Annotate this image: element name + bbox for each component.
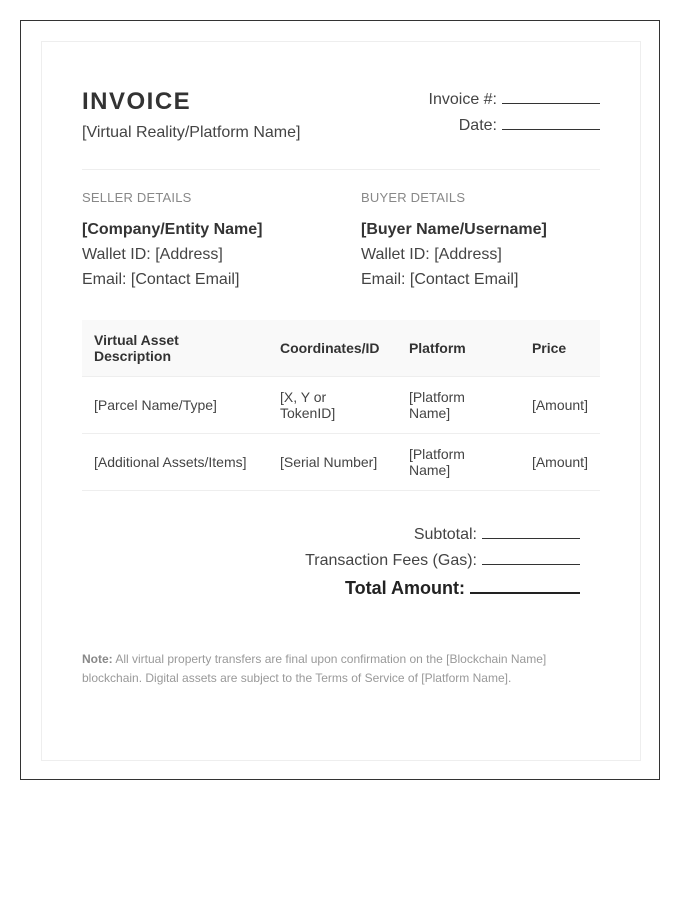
subtotal-blank[interactable]: [482, 524, 580, 539]
header-price: Price: [520, 320, 600, 377]
total-amount-row: [305, 575, 580, 601]
date-row: [429, 113, 600, 139]
party-details: [82, 190, 600, 300]
cell-price: [Amount]: [520, 377, 600, 434]
cell-coordinates: [X, Y or TokenID]: [268, 377, 397, 434]
buyer-wallet: Wallet ID: [Address]: [361, 246, 502, 263]
buyer-details: [361, 190, 611, 292]
invoice-number-label: Invoice #:: [428, 91, 497, 108]
cell-price: [Amount]: [520, 434, 600, 491]
invoice-header: [82, 87, 600, 170]
platform-name: [Virtual Reality/Platform Name]: [82, 124, 301, 141]
note-text: All virtual property transfers are final upon confirmation on the [Blockchain Name] blockchain. Digital assets are subject to the Terms of Service of [Platform Name].: [82, 652, 547, 685]
invoice-number-row: [429, 87, 600, 113]
subtotal-row: [305, 522, 580, 548]
seller-wallet: Wallet ID: [Address]: [82, 246, 223, 263]
subtotal-label: Subtotal:: [413, 526, 477, 543]
cell-platform: [Platform Name]: [397, 377, 520, 434]
footer-note: [82, 650, 582, 688]
seller-details: [82, 190, 332, 292]
invoice-title: INVOICE: [82, 88, 192, 115]
cell-description: [Additional Assets/Items]: [82, 434, 268, 491]
fees-row: [305, 548, 580, 574]
table-header-row: [82, 320, 600, 377]
invoice-number-blank[interactable]: [502, 89, 600, 104]
totals-section: [305, 522, 580, 601]
invoice-card: [41, 41, 641, 761]
seller-name: [Company/Entity Name]: [82, 221, 263, 238]
cell-platform: [Platform Name]: [397, 434, 520, 491]
fees-blank[interactable]: [482, 550, 580, 565]
total-amount-label: Total Amount:: [345, 578, 465, 598]
total-amount-blank[interactable]: [470, 578, 580, 594]
document-page: [20, 20, 660, 780]
invoice-meta: [429, 87, 600, 139]
header-coordinates: Coordinates/ID: [268, 320, 397, 377]
table-row: [82, 377, 600, 434]
items-table: [82, 320, 600, 491]
header-description: Virtual Asset Description: [82, 320, 268, 377]
buyer-heading: BUYER DETAILS: [361, 190, 466, 205]
buyer-email: Email: [Contact Email]: [361, 271, 519, 288]
cell-description: [Parcel Name/Type]: [82, 377, 268, 434]
seller-email: Email: [Contact Email]: [82, 271, 240, 288]
cell-coordinates: [Serial Number]: [268, 434, 397, 491]
fees-label: Transaction Fees (Gas):: [305, 552, 477, 569]
header-platform: Platform: [397, 320, 520, 377]
table-row: [82, 434, 600, 491]
buyer-name: [Buyer Name/Username]: [361, 221, 547, 238]
seller-heading: SELLER DETAILS: [82, 190, 192, 205]
date-blank[interactable]: [502, 115, 600, 130]
note-label: Note:: [82, 652, 113, 666]
date-label: Date:: [458, 117, 497, 134]
